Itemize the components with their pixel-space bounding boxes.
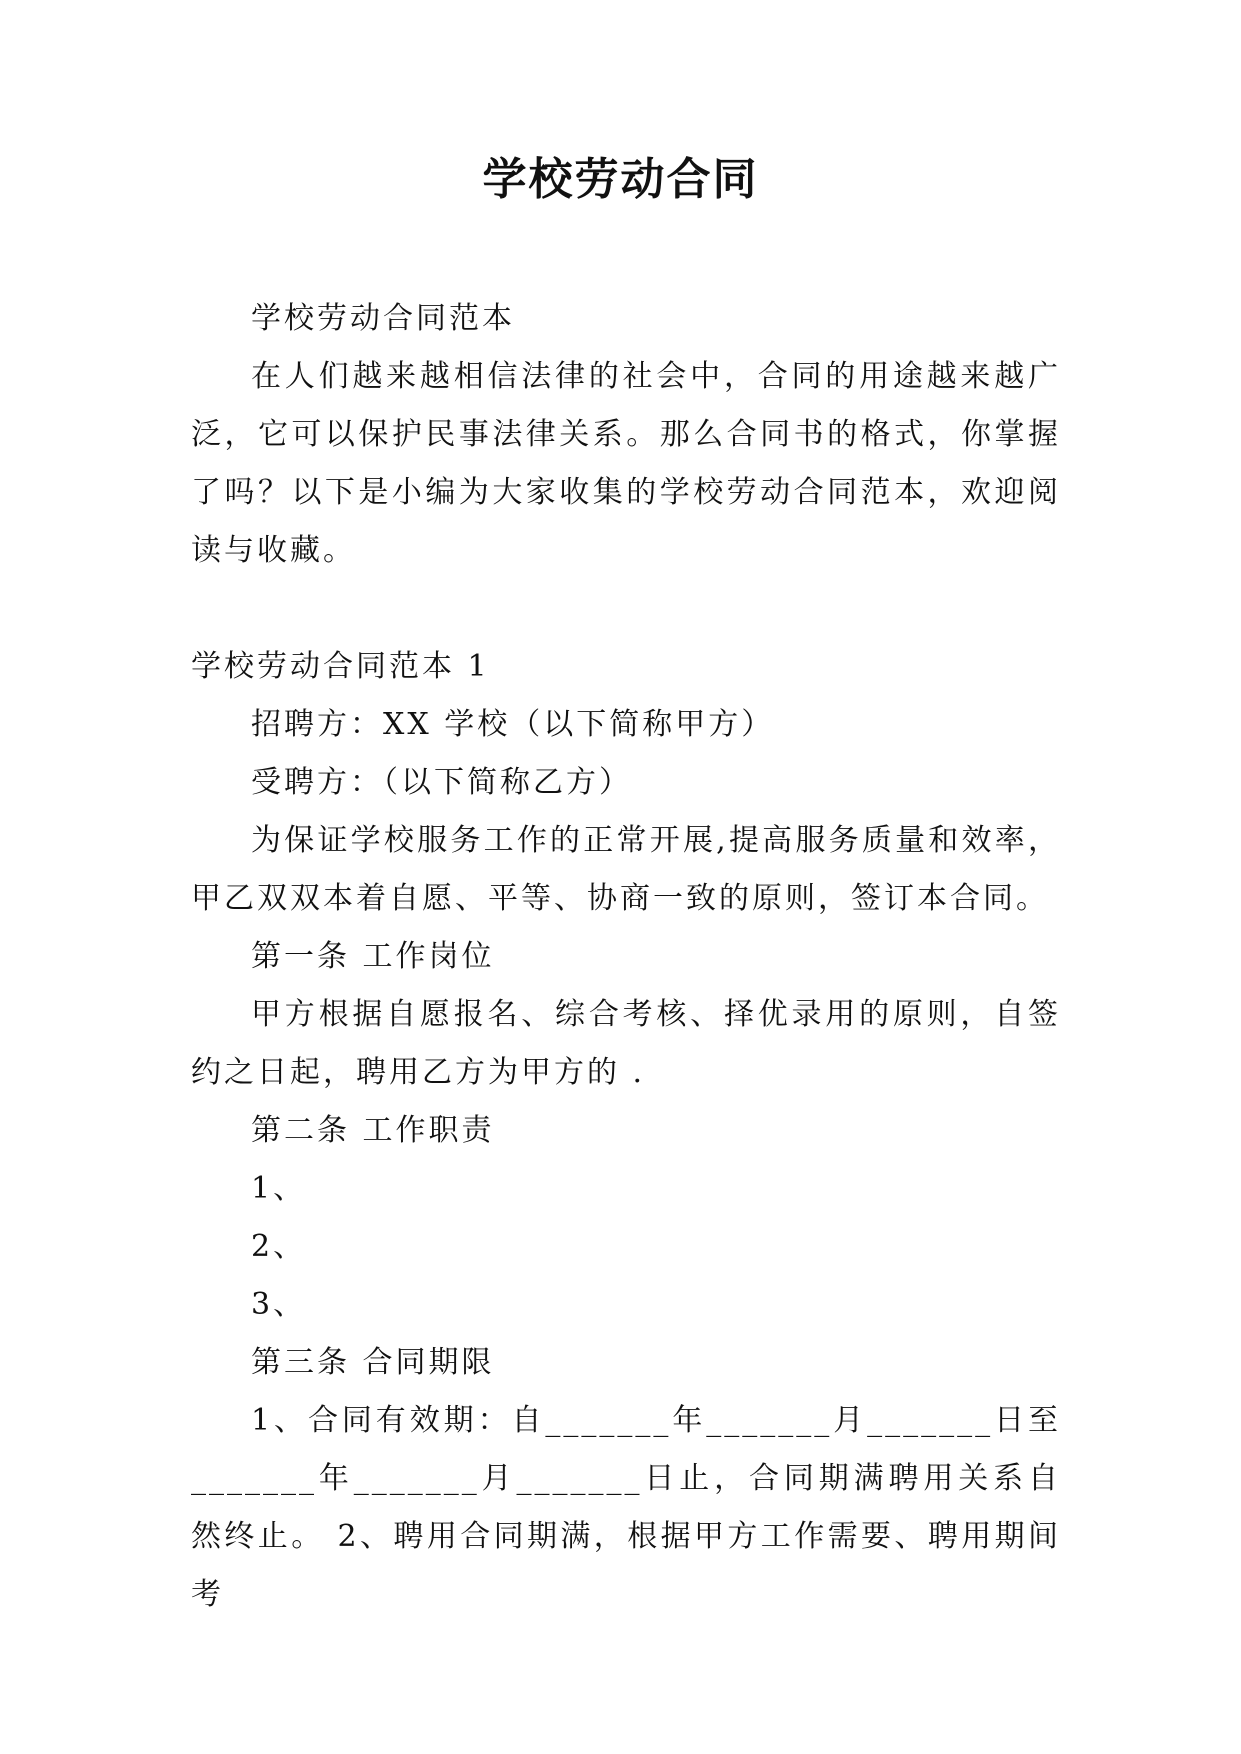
document-body [191,290,1061,1624]
document-title: 学校劳动合同 [482,154,759,205]
article-3-heading: 第三条 合同期限 [251,1345,495,1380]
article-2-item-3: 3、 [251,1287,307,1322]
paragraph-employer: 招聘方：XX 学校（以下简称甲方） [251,707,775,742]
article-2-item-1: 1、 [251,1171,307,1206]
section-heading: 学校劳动合同范本 1 [191,649,490,684]
paragraph-gap [191,580,1061,638]
paragraph-purpose: 为保证学校服务工作的正常开展,提高服务质量和效率，甲乙双双本着自愿、平等、协商一致的原则，签订本合同。 [191,823,1061,916]
paragraph-employee: 受聘方：（以下简称乙方） [251,765,632,800]
paragraph-intro: 在人们越来越相信法律的社会中，合同的用途越来越广泛，它可以保护民事法律关系。那么合同书的格式，你掌握了吗？以下是小编为大家收集的学校劳动合同范本，欢迎阅读与收藏。 [191,359,1061,568]
article-1-body: 甲方根据自愿报名、综合考核、择优录用的原则，自签约之日起，聘用乙方为甲方的 . [191,997,1061,1090]
paragraph-subtitle: 学校劳动合同范本 [251,301,515,336]
article-3-body: 1、合同有效期：自_______年_______月_______日至_______年_______月_______日止，合同期满聘用关系自然终止。 2、聘用合同期满，根据甲方工作需要、聘用期间考 [191,1403,1061,1612]
article-2-item-2: 2、 [251,1229,307,1264]
article-2-heading: 第二条 工作职责 [251,1113,495,1148]
article-1-heading: 第一条 工作岗位 [251,939,495,974]
